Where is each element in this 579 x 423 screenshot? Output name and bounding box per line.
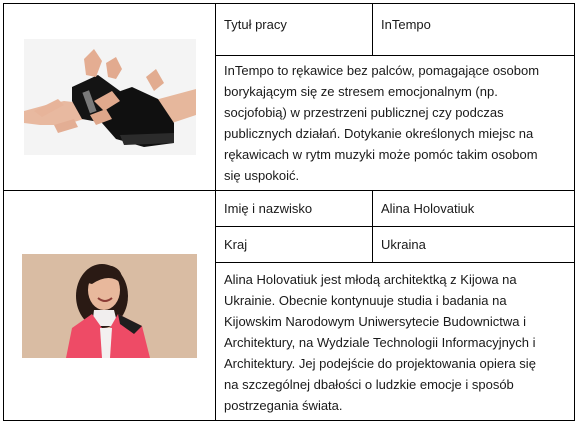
description-line: borykającym się ze stresem emocjonalnym (np.: [224, 84, 498, 99]
country-value: Ukraina: [381, 237, 426, 252]
country-label: Kraj: [224, 237, 248, 252]
bio-line: na szczególnej dbałości o ludzkie emocje i sposób: [224, 377, 514, 392]
bio-line: postrzegania świata.: [224, 398, 343, 413]
description-line: socjofobią) w przestrzeni publicznej czy podczas: [224, 105, 504, 120]
name-label: Imię i nazwisko: [224, 201, 313, 216]
bio-line: Ukrainie. Obecnie kontynuuje studia i badania na: [224, 293, 507, 308]
work-description: [216, 56, 575, 191]
country-value-cell: [373, 227, 575, 263]
author-photo-cell: [4, 191, 216, 421]
country-label-cell: [216, 227, 373, 263]
bio-line: Architektury, na Wydziale Technologii Informacyjnych i: [224, 335, 536, 350]
bio-line: Architektury. Jej podejście do projektowania opiera się: [224, 356, 536, 371]
portrait-photo: [22, 254, 197, 358]
bio-line: Alina Holovatiuk jest młodą architektką z Kijowa na: [224, 272, 517, 287]
description-line: rękawicach w rytm muzyki może pomóc takim osobom: [224, 147, 538, 162]
bio-line: Kijowskim Narodowym Uniwersytecie Budownictwa i: [224, 314, 526, 329]
gloves-photo: [24, 39, 196, 155]
title-label-cell: [216, 4, 373, 56]
info-table: [3, 3, 575, 421]
work-photo-cell: [4, 4, 216, 191]
title-label: Tytuł pracy: [224, 17, 287, 32]
name-value-cell: [373, 191, 575, 227]
description-line: InTempo to rękawice bez palców, pomagające osobom: [224, 63, 540, 78]
title-value: InTempo: [381, 17, 431, 32]
description-line: publicznych działań. Dotykanie określonych miejsc na: [224, 126, 534, 141]
description-line: się uspokoić.: [224, 168, 300, 183]
author-bio: [216, 263, 575, 421]
name-label-cell: [216, 191, 373, 227]
title-value-cell: [373, 4, 575, 56]
name-value: Alina Holovatiuk: [381, 201, 475, 216]
